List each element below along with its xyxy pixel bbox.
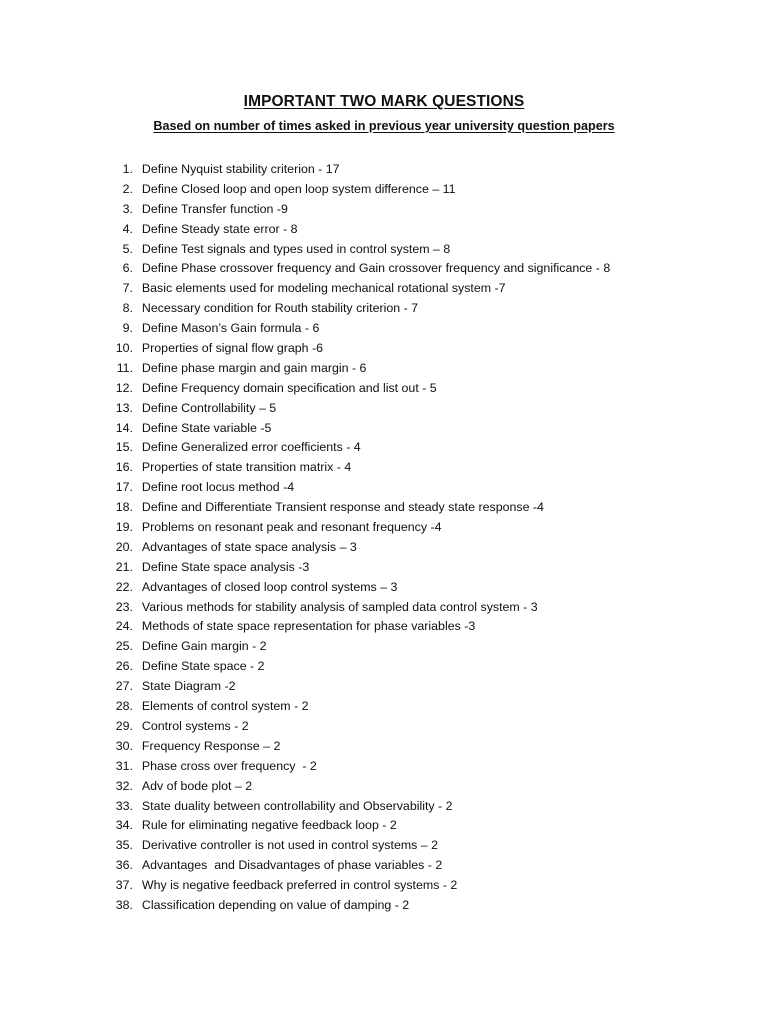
question-text: Classification depending on value of damping - 2 <box>141 897 410 912</box>
question-item <box>100 876 740 896</box>
question-text: Define Mason’s Gain formula - 6 <box>141 321 320 336</box>
document-subtitle-text: Based on number of times asked in previous year university question papers <box>153 119 615 133</box>
question-item <box>100 498 740 518</box>
document-subtitle <box>0 119 768 133</box>
question-number: 34. <box>115 818 133 833</box>
question-number: 18. <box>115 500 133 515</box>
question-number: 4. <box>122 221 133 236</box>
question-list <box>100 160 740 916</box>
question-text: Define Closed loop and open loop system difference – 11 <box>141 181 456 196</box>
question-number: 15. <box>115 440 133 455</box>
question-item <box>100 160 740 180</box>
question-item <box>100 816 740 836</box>
question-text: Advantages and Disadvantages of phase variables - 2 <box>141 858 443 873</box>
question-text: Define Frequency domain specification and list out - 5 <box>141 380 437 395</box>
question-item <box>100 578 740 598</box>
question-number: 6. <box>122 261 133 276</box>
question-number: 19. <box>115 520 133 535</box>
question-text: Define Generalized error coefficients - 4 <box>141 440 361 455</box>
question-item <box>100 200 740 220</box>
question-text: Define and Differentiate Transient response and steady state response -4 <box>141 500 544 515</box>
question-item <box>100 737 740 757</box>
question-item <box>100 259 740 279</box>
question-text: Control systems - 2 <box>141 718 249 733</box>
question-number: 37. <box>115 878 133 893</box>
question-number: 38. <box>115 897 133 912</box>
question-text: Define Gain margin - 2 <box>141 639 267 654</box>
question-text: Define Phase crossover frequency and Gain crossover frequency and significance - 8 <box>141 261 611 276</box>
question-number: 32. <box>115 778 133 793</box>
question-text: Rule for eliminating negative feedback loop - 2 <box>141 818 397 833</box>
question-number: 25. <box>115 639 133 654</box>
question-number: 21. <box>115 559 133 574</box>
question-item <box>100 240 740 260</box>
question-text: Frequency Response – 2 <box>141 738 281 753</box>
question-number: 13. <box>115 400 133 415</box>
question-text: Phase cross over frequency - 2 <box>141 758 317 773</box>
question-text: Define State variable -5 <box>141 420 272 435</box>
question-text: Various methods for stability analysis of sampled data control system - 3 <box>141 599 538 614</box>
question-number: 8. <box>122 301 133 316</box>
question-item <box>100 757 740 777</box>
question-text: Define Test signals and types used in control system – 8 <box>141 241 451 256</box>
question-number: 1. <box>122 162 133 176</box>
question-number: 16. <box>115 460 133 475</box>
question-text: Why is negative feedback preferred in control systems - 2 <box>141 878 458 893</box>
question-item <box>100 637 740 657</box>
question-text: Advantages of state space analysis – 3 <box>141 539 357 554</box>
question-item <box>100 777 740 797</box>
question-item <box>100 677 740 697</box>
question-number: 30. <box>115 738 133 753</box>
question-text: State Diagram -2 <box>141 679 236 694</box>
question-item <box>100 538 740 558</box>
question-item <box>100 299 740 319</box>
question-number: 3. <box>122 201 133 216</box>
question-text: Elements of control system - 2 <box>141 699 309 714</box>
question-item <box>100 896 740 916</box>
question-text: Define State space analysis -3 <box>141 559 310 574</box>
question-number: 17. <box>115 480 133 495</box>
question-text: Derivative controller is not used in control systems – 2 <box>141 838 439 853</box>
question-text: State duality between controllability and Observability - 2 <box>141 798 453 813</box>
question-text: Adv of bode plot – 2 <box>141 778 253 793</box>
question-text: Problems on resonant peak and resonant frequency -4 <box>141 520 442 535</box>
question-number: 10. <box>115 341 133 356</box>
question-number: 14. <box>115 420 133 435</box>
question-text: Properties of state transition matrix - 4 <box>141 460 352 475</box>
question-item <box>100 220 740 240</box>
question-number: 20. <box>115 539 133 554</box>
question-text: Define Controllability – 5 <box>141 400 277 415</box>
question-item <box>100 657 740 677</box>
document-title <box>0 93 768 111</box>
question-text: Define root locus method -4 <box>141 480 295 495</box>
question-text: Necessary condition for Routh stability criterion - 7 <box>141 301 419 316</box>
question-item <box>100 478 740 498</box>
question-item <box>100 180 740 200</box>
question-text: Properties of signal flow graph -6 <box>141 341 324 356</box>
question-number: 9. <box>122 321 133 336</box>
question-item <box>100 836 740 856</box>
question-item <box>100 458 740 478</box>
question-text: Advantages of closed loop control systems – 3 <box>141 579 398 594</box>
question-number: 29. <box>115 718 133 733</box>
question-number: 23. <box>115 599 133 614</box>
question-item <box>100 359 740 379</box>
question-number: 2. <box>122 181 133 196</box>
question-number: 27. <box>115 679 133 694</box>
question-item <box>100 319 740 339</box>
question-number: 12. <box>115 380 133 395</box>
question-text: Basic elements used for modeling mechanical rotational system -7 <box>141 281 506 296</box>
document-title-text: IMPORTANT TWO MARK QUESTIONS <box>243 93 525 110</box>
question-text: Methods of state space representation for phase variables -3 <box>141 619 476 634</box>
question-number: 11. <box>116 360 133 375</box>
question-item <box>100 717 740 737</box>
question-text: Define Nyquist stability criterion - 17 <box>141 162 340 176</box>
question-item <box>100 379 740 399</box>
question-item <box>100 797 740 817</box>
question-item <box>100 339 740 359</box>
question-number: 5. <box>122 241 133 256</box>
question-text: Define State space - 2 <box>141 659 265 674</box>
question-number: 22. <box>115 579 133 594</box>
question-number: 31. <box>115 758 133 773</box>
question-number: 35. <box>115 838 133 853</box>
question-number: 33. <box>115 798 133 813</box>
question-item <box>100 518 740 538</box>
question-item <box>100 856 740 876</box>
question-item <box>100 399 740 419</box>
question-item <box>100 438 740 458</box>
question-number: 36. <box>115 858 133 873</box>
question-item <box>100 617 740 637</box>
question-item <box>100 558 740 578</box>
question-text: Define Steady state error - 8 <box>141 221 298 236</box>
question-number: 28. <box>115 699 133 714</box>
question-item <box>100 697 740 717</box>
question-item <box>100 279 740 299</box>
question-text: Define phase margin and gain margin - 6 <box>141 360 367 375</box>
question-item <box>100 598 740 618</box>
question-number: 24. <box>115 619 133 634</box>
question-item <box>100 419 740 439</box>
question-text: Define Transfer function -9 <box>141 201 288 216</box>
question-number: 26. <box>115 659 133 674</box>
question-number: 7. <box>122 281 133 296</box>
